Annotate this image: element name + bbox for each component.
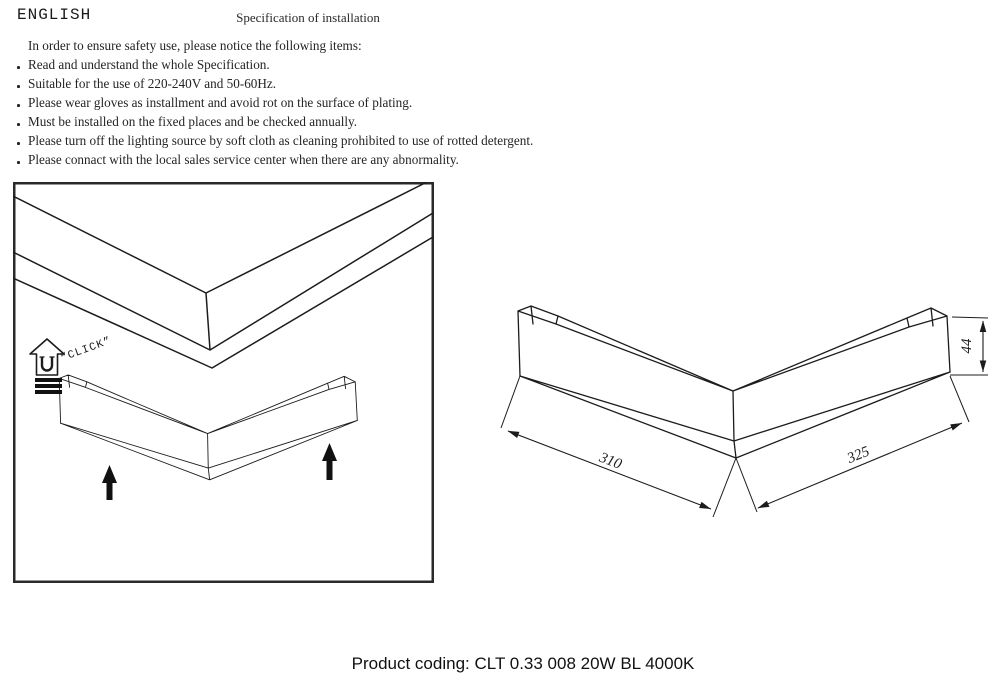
corner-fixture-drawing — [59, 375, 357, 480]
dim-line-310 — [508, 431, 711, 509]
ceiling-slab-drawing — [13, 182, 433, 368]
language-label: ENGLISH — [17, 6, 92, 24]
installation-diagram — [13, 182, 434, 583]
product-coding: Product coding: CLT 0.33 008 20W BL 4000K — [351, 654, 695, 673]
safety-item: Read and understand the whole Specification. — [28, 55, 628, 74]
dimension-label-310: 310 — [597, 449, 624, 473]
up-arrow-left-icon — [102, 465, 117, 500]
click-label: “CLICK” — [59, 335, 114, 365]
page-title: Specification of installation — [236, 10, 380, 25]
corner-fixture-drawing — [518, 306, 950, 458]
safety-item: Suitable for the use of 220-240V and 50-60Hz. — [28, 74, 628, 93]
dimension-label-44: 44 — [959, 338, 975, 354]
safety-item: Please turn off the lighting source by soft cloth as cleaning prohibited to use of rotted detergent. — [28, 131, 628, 150]
extension-lines — [501, 317, 988, 517]
dimension-diagram — [480, 280, 1000, 530]
safety-intro: In order to ensure safety use, please notice the following items: — [28, 38, 362, 53]
safety-list — [28, 55, 628, 169]
safety-item: Must be installed on the fixed places and be checked annually. — [28, 112, 628, 131]
connector-stack-icon — [35, 380, 62, 392]
click-arrow-icon — [30, 339, 64, 375]
safety-item: Please connact with the local sales service center when there are any abnormality. — [28, 150, 628, 169]
up-arrow-right-icon — [322, 443, 337, 480]
dimension-lines — [508, 321, 983, 509]
diagram-border — [14, 183, 433, 582]
safety-notes — [28, 36, 628, 169]
dimension-label-325: 325 — [845, 443, 872, 468]
dim-line-325 — [758, 423, 962, 508]
safety-item: Please wear gloves as installment and avoid rot on the surface of plating. — [28, 93, 628, 112]
